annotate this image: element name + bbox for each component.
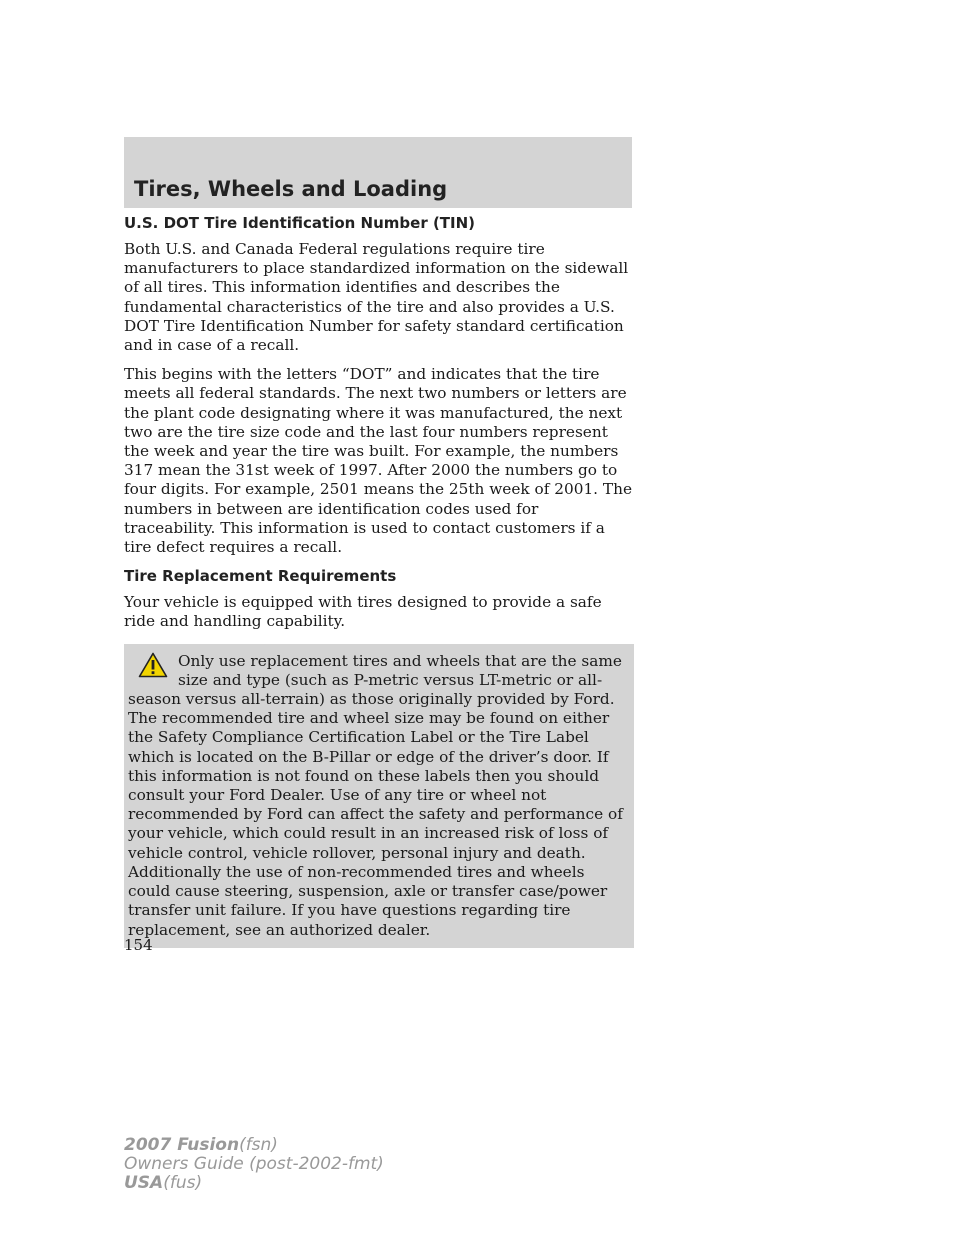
footer-line-3: USA(fus) — [124, 1173, 203, 1193]
tin-heading: U.S. DOT Tire Identification Number (TIN) — [124, 214, 476, 232]
page-content — [124, 214, 634, 948]
tin-paragraph-2: This begins with the letters “DOT” and indicates that the tire meets all federal standards. The next two numbers or letters are the plant code designating where it was manufactured, the next two are the tire size code and the last four numbers represent the week and year the tire was built. For example, the numbers 317 mean the 31st week of 1997. After 2000 the numbers go to four digits. For example, 2501 means the 25th week of 2001. The numbers in between are identification codes used for traceability. This information is used to contact customers if a tire defect requires a recall. — [124, 365, 633, 557]
footer-line-2: Owners Guide (post-2002-fmt) — [124, 1154, 384, 1174]
replacement-heading: Tire Replacement Requirements — [124, 567, 397, 586]
warning-text: Only use replacement tires and wheels that are the same size and type (such as P-metric versus LT-metric or all-season versus all-terrain) as those originally provided by Ford. The recommended tire and wheel size may be found on either the Safety Compliance Certification Label or the Tire Label which is located on the B-Pillar or edge of the driver’s door. If this information is not found on these labels then you should consult your Ford Dealer. Use of any tire or wheel not recommended by Ford can affect the safety and performance of your vehicle, which could result in an increased risk of loss of vehicle control, vehicle rollover, personal injury and death. Additionally the use of non-recommended tires and wheels could cause steering, suspension, axle or transfer case/power transfer unit failure. If you have questions regarding tire replacement, see an authorized dealer. — [128, 651, 623, 939]
section-title: Tires, Wheels and Loading — [134, 177, 448, 201]
page-number: 154 — [124, 936, 153, 954]
replacement-paragraph: Your vehicle is equipped with tires designed to provide a safe ride and handling capability. — [124, 593, 602, 631]
document-footer — [124, 1136, 384, 1193]
tin-paragraph-1: Both U.S. and Canada Federal regulations require tire manufacturers to place standardized information on the sidewall of all tires. This information identifies and describes the fundamental characteristics of the tire and also provides a U.S. DOT Tire Identification Number for safety standard certification and in case of a recall. — [124, 240, 629, 355]
warning-box — [124, 644, 634, 948]
section-header-band — [124, 137, 632, 208]
warning-triangle-icon — [138, 652, 168, 678]
footer-line-1: 2007 Fusion(fsn) — [124, 1135, 278, 1155]
